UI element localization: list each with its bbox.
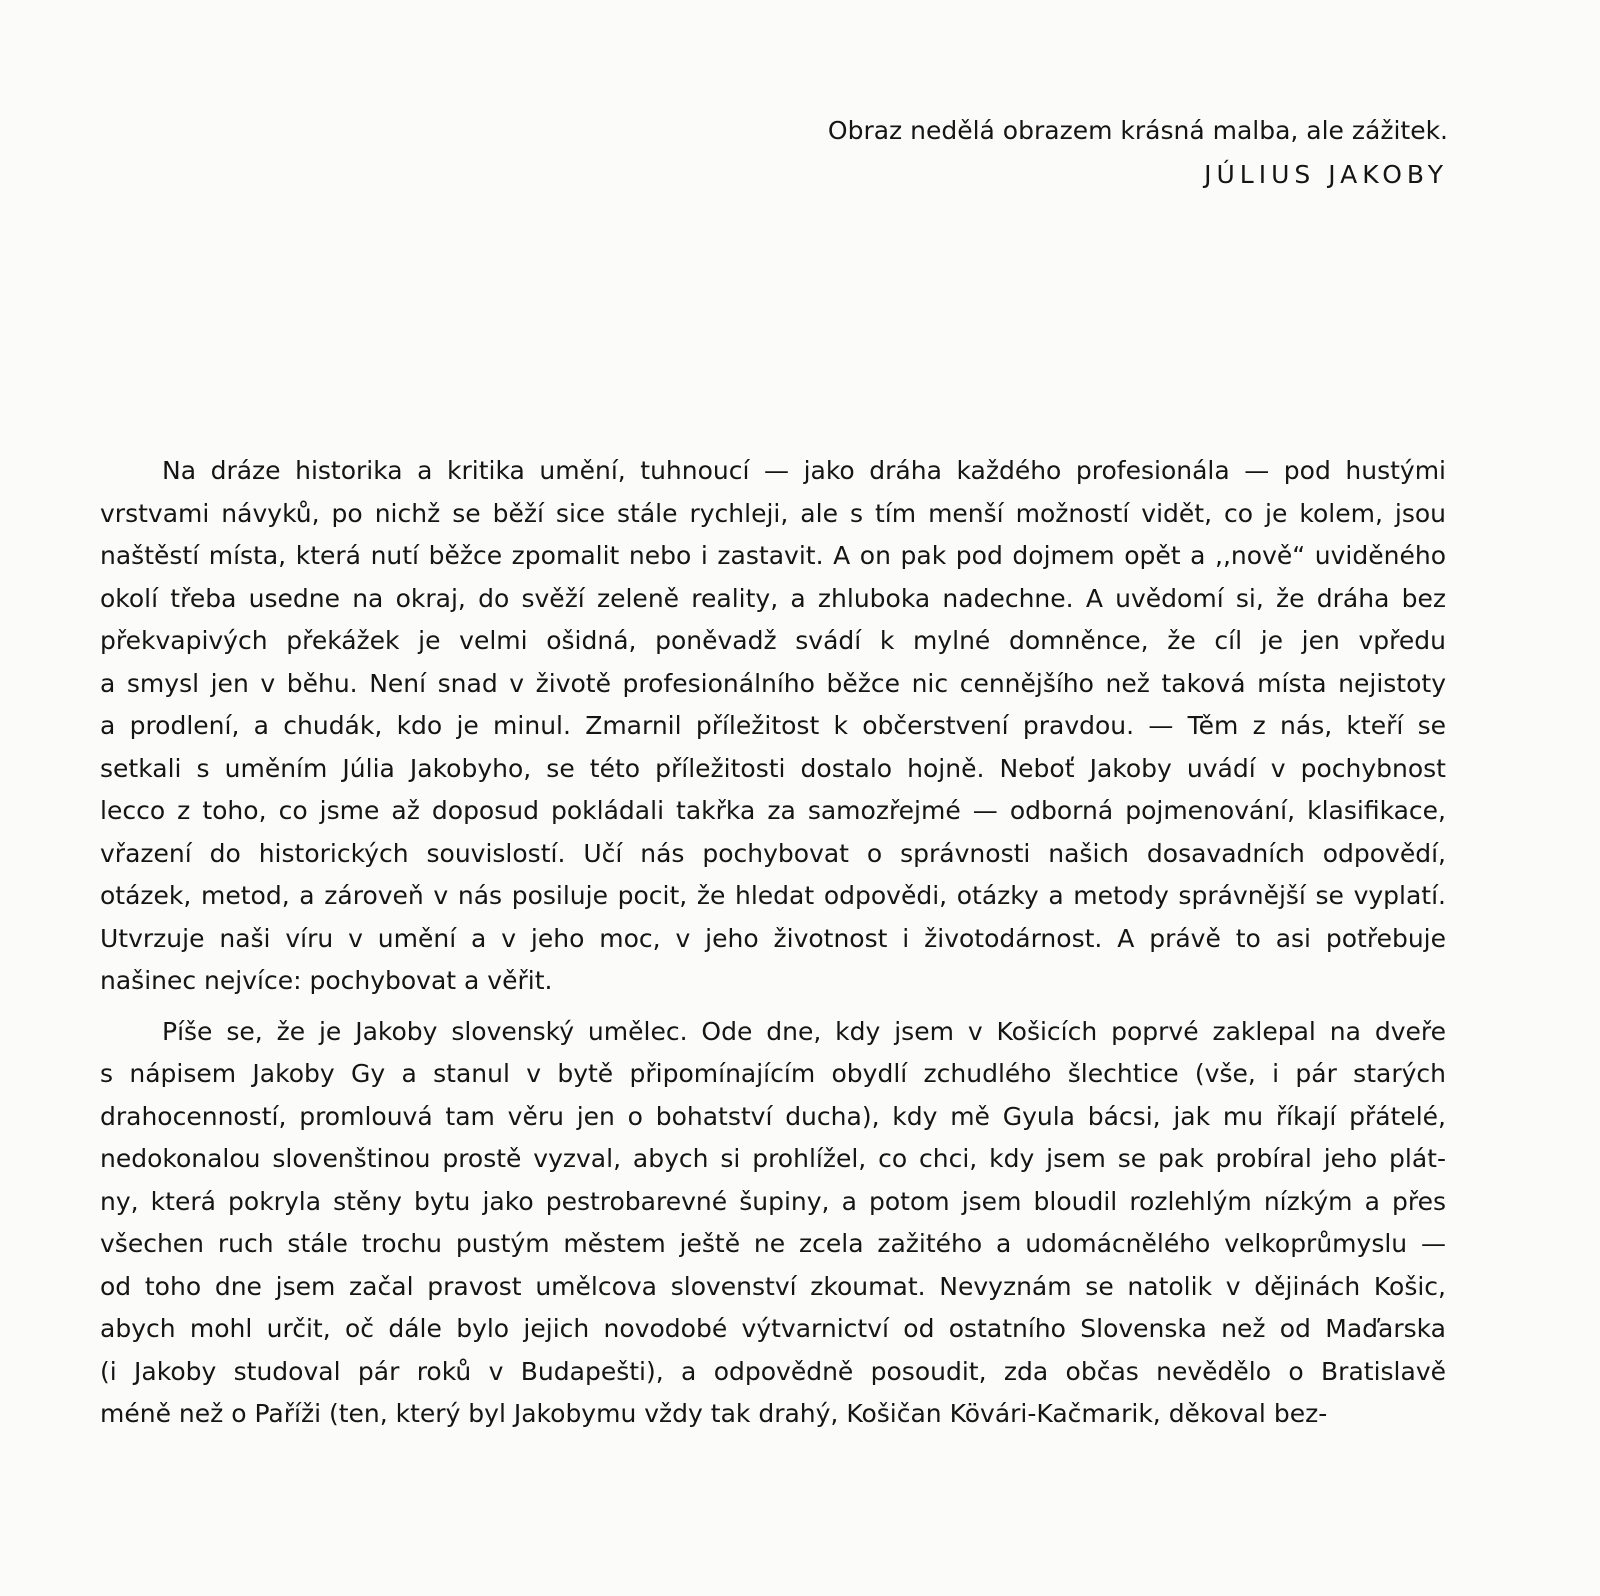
text-line: všechen ruch stále trochu pustým městem ještě ne zcela zažitého a udomácnělého velkoprůmyslu — — [100, 1229, 1446, 1258]
text-line: našinec nejvíce: pochybovat a věřit. — [100, 966, 553, 995]
text-line: s nápisem Jakoby Gy a stanul v bytě připomínajícím obydlí zchudlého šlechtice (vše, i pár starých — [100, 1059, 1446, 1088]
text-line: Píše se, že je Jakoby slovenský umělec. Ode dne, kdy jsem v Košicích poprvé zaklepal na dveře — [162, 1016, 1446, 1046]
text-line: méně než o Paříži (ten, který byl Jakobymu vždy tak drahý, Košičan Kövári-Kačmarik, děkoval bez- — [100, 1399, 1328, 1428]
paragraph — [100, 450, 1446, 1003]
text-line: od toho dne jsem začal pravost umělcova slovenství zkoumat. Nevyznám se natolik v dějinách Košic, — [100, 1271, 1446, 1301]
paragraph — [100, 1011, 1446, 1436]
text-line: vrstvami návyků, po nichž se běží sice stále rychleji, ale s tím menší možností vidět, co je kolem, jsou — [100, 498, 1446, 528]
text-line: překvapivých překážek je velmi ošidná, poněvadž svádí k mylné domněnce, že cíl je jen vpředu — [100, 626, 1446, 655]
text-line: setkali s uměním Júlia Jakobyho, se této příležitosti dostalo hojně. Neboť Jakoby uvádí v pochybnost — [100, 753, 1446, 783]
text-line: vřazení do historických souvislostí. Učí nás pochybovat o správnosti našich dosavadních odpovědí, — [100, 838, 1446, 868]
text-line: Utvrzuje naši víru v umění a v jeho moc, v jeho životnost i životodárnost. A právě to asi potřebuje — [100, 923, 1446, 953]
epigraph-quote: Obraz nedělá obrazem krásná malba, ale zážitek. — [827, 116, 1448, 145]
text-line: Na dráze historika a kritika umění, tuhnoucí — jako dráha každého profesionála — pod hustými — [162, 456, 1446, 485]
text-line: a prodlení, a chudák, kdo je minul. Zmarnil příležitost k občerstvení pravdou. — Těm z nás, kteří se — [100, 711, 1446, 740]
text-line: otázek, metod, a zároveň v nás posiluje pocit, že hledat odpovědi, otázky a metody správnější se vyplatí. — [100, 881, 1446, 910]
text-line: abych mohl určit, oč dále bylo jejich novodobé výtvarnictví od ostatního Slovenska než od Maďarska — [100, 1314, 1446, 1343]
text-line: lecco z toho, co jsme až doposud pokládali takřka za samozřejmé — odborná pojmenování, klasifikace, — [100, 796, 1446, 825]
text-line: (i Jakoby studoval pár roků v Budapešti), a odpovědně posoudit, zda občas nevědělo o Bratislavě — [100, 1356, 1446, 1386]
text-line: drahocenností, promlouvá tam věru jen o bohatství ducha), kdy mě Gyula bácsi, jak mu říkají přátelé, — [100, 1101, 1446, 1131]
text-line: nedokonalou slovenštinou prostě vyzval, abych si prohlížel, co chci, kdy jsem se pak probíral jeho plát- — [100, 1144, 1446, 1173]
text-line: naštěstí místa, která nutí běžce zpomalit nebo i zastavit. A on pak pod dojmem opět a ,,nově“ uviděného — [100, 541, 1446, 570]
text-line: okolí třeba usedne na okraj, do svěží zeleně reality, a zhluboka nadechne. A uvědomí si, že dráha bez — [100, 583, 1446, 613]
epigraph — [548, 112, 1448, 194]
epigraph-author: JÚLIUS JAKOBY — [1204, 160, 1448, 189]
text-line: a smysl jen v běhu. Není snad v životě profesionálního běžce nic cennějšího než taková místa nejistoty — [100, 668, 1446, 698]
body-text — [100, 450, 1446, 1436]
text-line: ny, která pokryla stěny bytu jako pestrobarevné šupiny, a potom jsem bloudil rozlehlým nízkým a přes — [100, 1186, 1446, 1216]
